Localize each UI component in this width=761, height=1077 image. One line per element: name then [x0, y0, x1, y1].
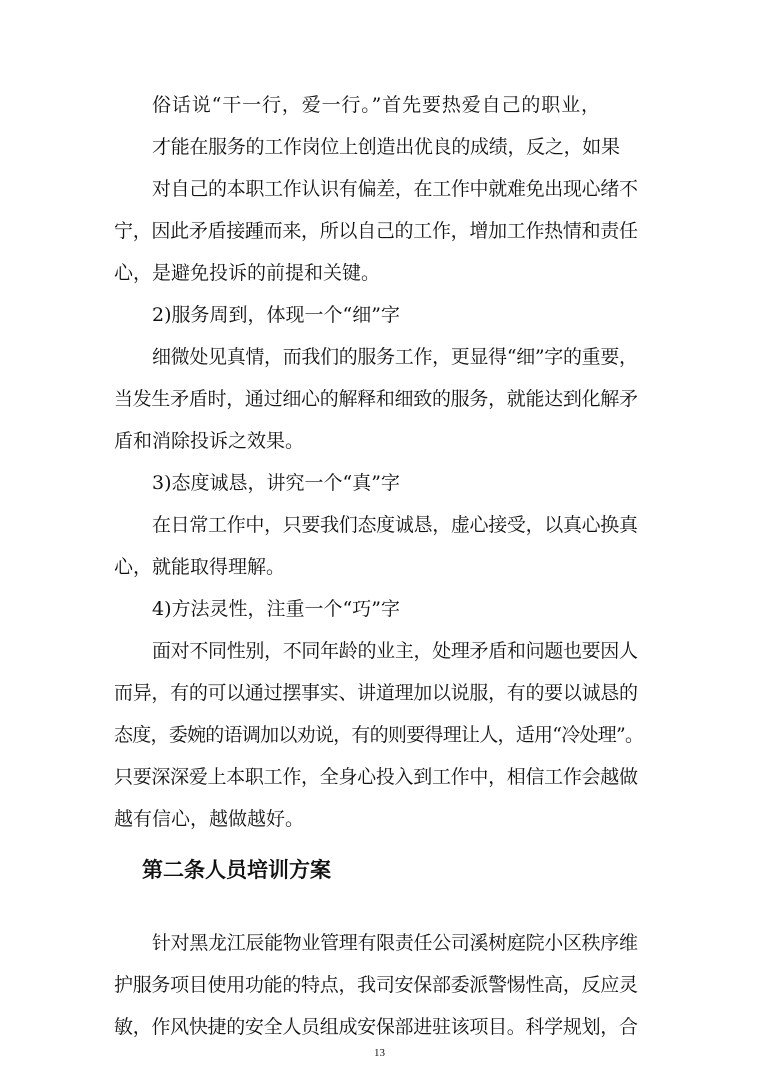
paragraph-line: 细微处见真情，而我们的服务工作，更显得“细”字的重要，: [152, 346, 638, 368]
paragraph-line: 盾和消除投诉之效果。: [114, 430, 305, 452]
paragraph-line: 态度，委婉的语调加以劝说，有的则要得理让人，适用“冷处理”。: [114, 724, 644, 746]
list-heading: 3)态度诚恳，讲究一个“真”字: [152, 472, 400, 494]
paragraph-line: 才能在服务的工作岗位上创造出优良的成绩，反之，如果: [152, 136, 620, 158]
paragraph-line: 只要深深爱上本职工作，全身心投入到工作中，相信工作会越做: [114, 766, 638, 788]
paragraph-line: 护服务项目使用功能的特点，我司安保部委派警惕性高，反应灵: [114, 974, 638, 996]
paragraph-line: 而异，有的可以通过摆事实、讲道理加以说服，有的要以诚恳的: [114, 682, 638, 704]
paragraph-line: 越有信心，越做越好。: [114, 808, 305, 830]
paragraph-line: 宁，因此矛盾接踵而来，所以自己的工作，增加工作热情和责任: [114, 220, 638, 242]
paragraph-line: 面对不同性别，不同年龄的业主，处理矛盾和问题也要因人: [152, 640, 638, 662]
paragraph-line: 俗话说“干一行，爱一行。”首先要热爱自己的职业，: [152, 94, 601, 116]
paragraph-line: 当发生矛盾时，通过细心的解释和细致的服务，就能达到化解矛: [114, 388, 638, 410]
page-number: 13: [374, 1047, 385, 1059]
section-heading: 第二条人员培训方案: [142, 858, 331, 882]
paragraph-line: 心，就能取得理解。: [114, 556, 286, 578]
paragraph-line: 心，是避免投诉的前提和关键。: [114, 262, 381, 284]
list-heading: 4)方法灵性，注重一个“巧”字: [152, 598, 400, 620]
paragraph-line: 在日常工作中，只要我们态度诚恳，虚心接受，以真心换真: [152, 514, 638, 536]
paragraph-line: 敏，作风快捷的安全人员组成安保部进驻该项目。科学规划，合: [114, 1016, 638, 1038]
list-heading: 2)服务周到，体现一个“细”字: [152, 304, 400, 326]
paragraph-line: 针对黑龙江辰能物业管理有限责任公司溪树庭院小区秩序维: [152, 932, 638, 954]
paragraph-line: 对自己的本职工作认识有偏差，在工作中就难免出现心绪不: [152, 178, 638, 200]
